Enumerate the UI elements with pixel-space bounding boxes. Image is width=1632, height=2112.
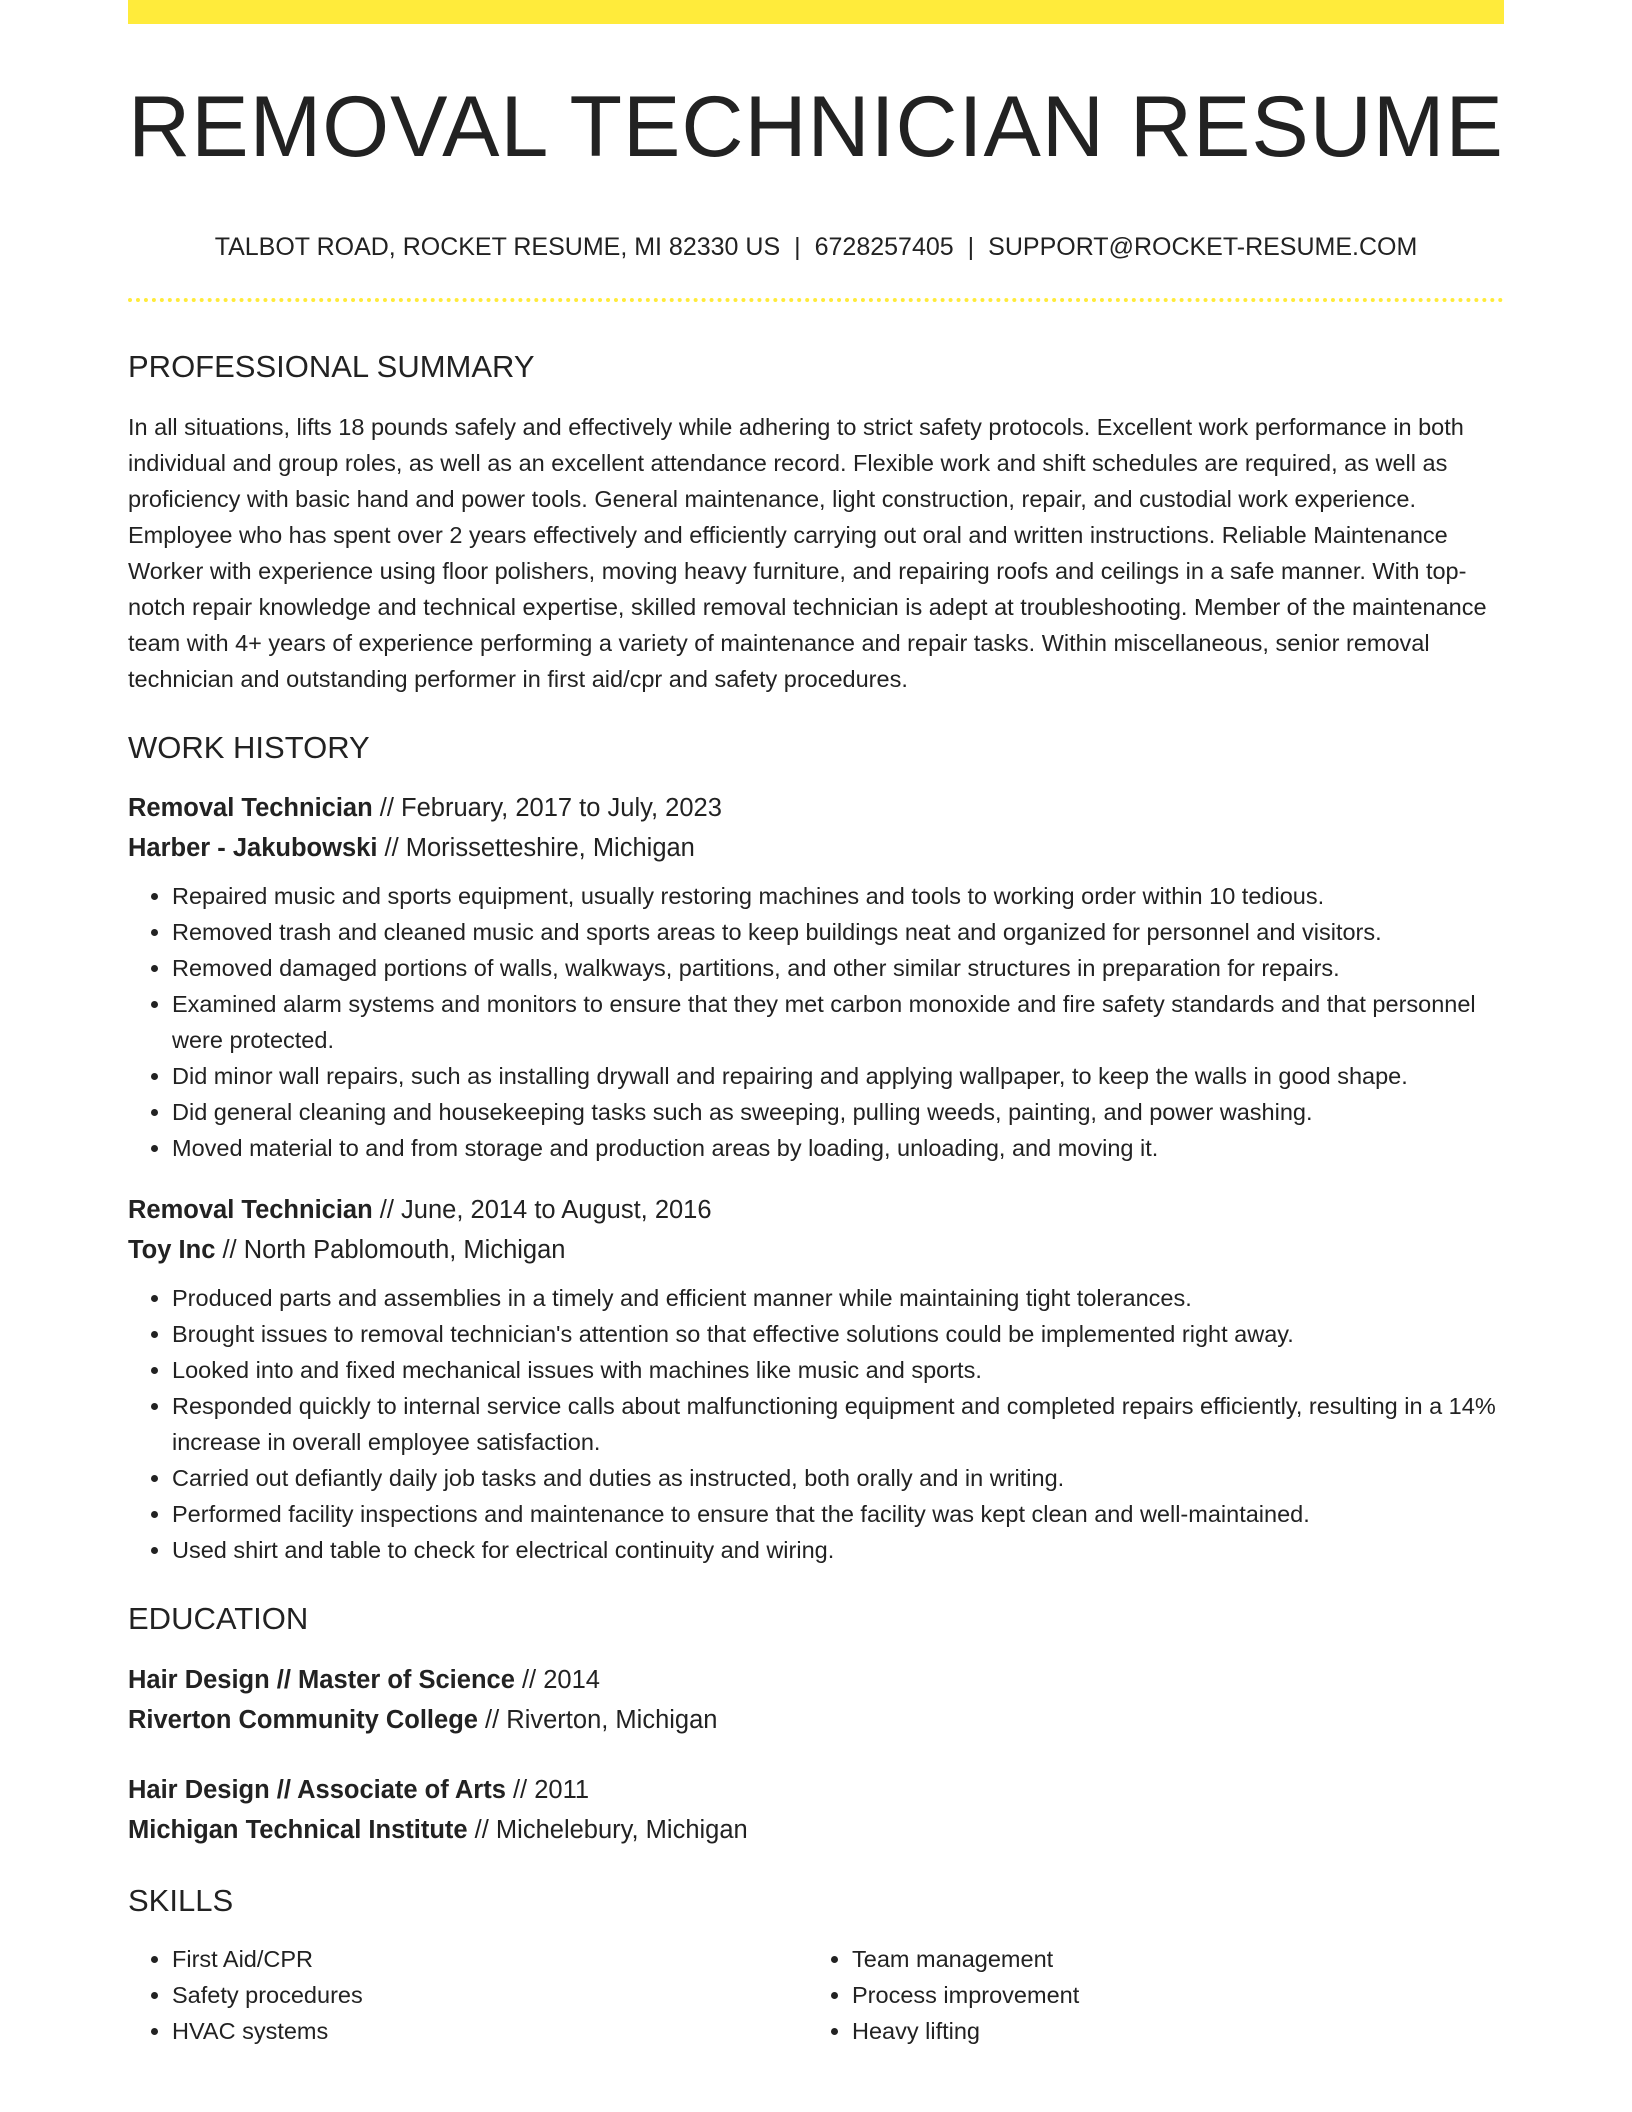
job-company: Harber - Jakubowski [128, 834, 378, 863]
job-entry [128, 1190, 1504, 1568]
education-school-line [128, 1700, 1504, 1740]
resume-page [128, 0, 1504, 2049]
skill-item: • Safety procedures [172, 1977, 808, 2013]
job-bullets [128, 1280, 1504, 1568]
education-school-line [128, 1810, 1504, 1850]
summary-heading: PROFESSIONAL SUMMARY [128, 349, 535, 384]
skill-item: • HVAC systems [172, 2013, 808, 2049]
work-history-heading: WORK HISTORY [128, 730, 370, 766]
list-item: • Responded quickly to internal service calls about malfunctioning equipment and completed repairs efficiently, resulting in a 14% increase in overall employee satisfaction. [172, 1388, 1504, 1460]
education-entry [128, 1770, 1504, 1850]
list-item: • Examined alarm systems and monitors to ensure that they met carbon monoxide and fire safety standards and that personnel were protected. [172, 986, 1504, 1058]
education-entry [128, 1660, 1504, 1740]
list-item: • Used shirt and table to check for electrical continuity and wiring. [172, 1532, 1504, 1568]
list-item: • Brought issues to removal technician's attention so that effective solutions could be implemented right away. [172, 1316, 1504, 1352]
education-degree: Hair Design // Master of Science [128, 1665, 515, 1694]
list-item: • Did minor wall repairs, such as installing drywall and repairing and applying wallpaper, to keep the walls in good shape. [172, 1058, 1504, 1094]
education-degree-line [128, 1770, 1504, 1810]
education-degree: Hair Design // Associate of Arts [128, 1775, 506, 1804]
skills-column-right [808, 1941, 1488, 2049]
skill-item: • Team management [852, 1941, 1488, 1977]
education-location: // Michelebury, Michigan [467, 1815, 748, 1844]
job-title-line [128, 1190, 1504, 1230]
job-dates: // June, 2014 to August, 2016 [372, 1196, 712, 1225]
list-item: • Carried out defiantly daily job tasks and duties as instructed, both orally and in writing. [172, 1460, 1504, 1496]
contact-email[interactable]: SUPPORT@ROCKET-RESUME.COM [988, 233, 1418, 261]
job-entry [128, 788, 1504, 1166]
education-heading: EDUCATION [128, 1601, 309, 1637]
job-location: // North Pablomouth, Michigan [215, 1236, 566, 1265]
job-company-line [128, 1230, 1504, 1270]
job-location: // Morissetteshire, Michigan [377, 834, 695, 863]
skill-item: • Heavy lifting [852, 2013, 1488, 2049]
education-degree-line [128, 1660, 1504, 1700]
list-item: • Repaired music and sports equipment, usually restoring machines and tools to working order within 10 tedious. [172, 878, 1504, 914]
job-dates: // February, 2017 to July, 2023 [372, 794, 722, 823]
job-bullets [128, 878, 1504, 1166]
contact-line [128, 232, 1504, 262]
list-item: • Performed facility inspections and maintenance to ensure that the facility was kept clean and well-maintained. [172, 1496, 1504, 1532]
list-item: • Moved material to and from storage and production areas by loading, unloading, and moving it. [172, 1130, 1504, 1166]
contact-phone: 6728257405 [814, 233, 954, 261]
education-location: // Riverton, Michigan [477, 1705, 718, 1734]
contact-separator: | [794, 233, 801, 261]
resume-title: REMOVAL TECHNICIAN RESUME [128, 79, 1504, 175]
education-school: Michigan Technical Institute [128, 1815, 468, 1844]
list-item: • Produced parts and assemblies in a timely and efficient manner while maintaining tight tolerances. [172, 1280, 1504, 1316]
education-year: // 2011 [505, 1775, 590, 1804]
skills-list [128, 1941, 1504, 2049]
job-title: Removal Technician [128, 1196, 373, 1225]
education-year: // 2014 [514, 1665, 600, 1694]
list-item: • Removed trash and cleaned music and sports areas to keep buildings neat and organized for personnel and visitors. [172, 914, 1504, 950]
skill-item: • Process improvement [852, 1977, 1488, 2013]
contact-separator: | [967, 233, 975, 261]
contact-address: TALBOT ROAD, ROCKET RESUME, MI 82330 US [214, 233, 781, 261]
list-item: • Removed damaged portions of walls, walkways, partitions, and other similar structures in preparation for repairs. [172, 950, 1504, 986]
job-title: Removal Technician [128, 794, 373, 823]
skills-heading: SKILLS [128, 1882, 234, 1918]
top-accent-bar [128, 0, 1504, 24]
list-item: • Did general cleaning and housekeeping tasks such as sweeping, pulling weeds, painting, and power washing. [172, 1094, 1504, 1130]
job-company: Toy Inc [128, 1236, 216, 1265]
summary-text: In all situations, lifts 18 pounds safely and effectively while adhering to strict safety protocols. Excellent work performance in both individual and group roles, as well as an excellent attendance record. Flexible work and shift schedules are required, as well as proficiency with basic hand and power tools. General maintenance, light construction, repair, and custodial work experience. Employee who has spent over 2 years effectively and efficiently carrying out oral and written instructions. Reliable Maintenance Worker with experience using floor polishers, moving heavy furniture, and repairing roofs and ceilings in a safe manner. With top-notch repair knowledge and technical expertise, skilled removal technician is adept at troubleshooting. Member of the maintenance team with 4+ years of experience performing a variety of maintenance and repair tasks. Within miscellaneous, senior removal technician and outstanding performer in first aid/cpr and safety procedures. [128, 414, 1487, 693]
job-title-line [128, 788, 1504, 828]
job-company-line [128, 828, 1504, 868]
education-school: Riverton Community College [128, 1705, 478, 1734]
list-item: • Looked into and fixed mechanical issues with machines like music and sports. [172, 1352, 1504, 1388]
dotted-divider [128, 298, 1504, 302]
skills-column-left [128, 1941, 808, 2049]
skill-item: • First Aid/CPR [172, 1941, 808, 1977]
